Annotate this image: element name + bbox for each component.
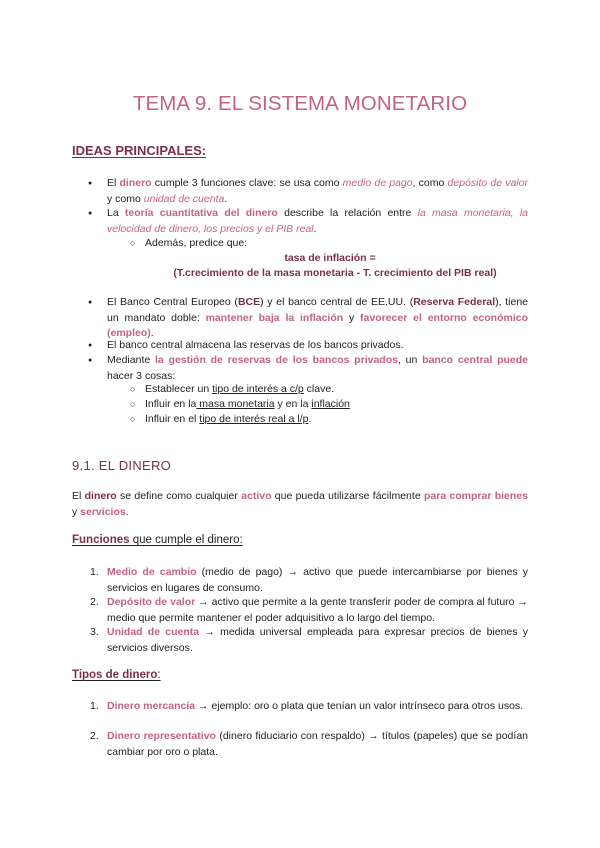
tipos-heading — [72, 669, 161, 681]
funcion-item-3 — [90, 625, 528, 656]
item-lead: Medio de cambio — [107, 566, 197, 578]
bullet-mandato — [107, 295, 528, 342]
text: ), tiene un mandato doble: — [107, 296, 529, 324]
bullet-mediante — [107, 353, 528, 384]
term-deposito-valor: depósito de valor — [447, 177, 528, 189]
text: y como — [107, 192, 144, 205]
funcion-item-1 — [90, 565, 529, 596]
text: Mediante — [107, 354, 155, 366]
term-bce: BCE — [237, 296, 261, 308]
section-heading-9-1: 9.1. EL DINERO — [72, 458, 172, 473]
item-number: 1. — [90, 566, 99, 578]
item-lead: Dinero mercancía — [107, 700, 196, 712]
term-dinero: dinero — [84, 490, 117, 502]
item-lead: Depósito de valor — [107, 596, 196, 608]
term-teoria: teoría cuantitativa del dinero — [124, 207, 278, 219]
term-favorecer: favorecer el entorno económico (empleo) — [107, 311, 529, 339]
bullet-almacena: ● El banco central almacena las reservas de los bancos privados. — [107, 338, 528, 354]
text: La — [107, 207, 125, 219]
formula — [0, 251, 600, 281]
heading-rest: : — [157, 669, 161, 681]
term-activo: activo — [241, 490, 272, 502]
item-text: → medida universal empleada para expresar precios de bienes y servicios diversos. — [107, 626, 528, 654]
item-number: 1. — [90, 700, 99, 712]
item-lead: Unidad de cuenta — [107, 626, 200, 638]
term-tipo-interes-lp: tipo de interés real a l/p — [199, 413, 309, 425]
ideas-heading: IDEAS PRINCIPALES: — [72, 143, 207, 158]
heading-rest: que cumple el dinero: — [129, 534, 243, 546]
item-text: (medio de pago) → activo que puede intercambiarse por bienes y servicios en lugares de consumo. — [107, 566, 529, 594]
text: hacer 3 cosas: — [107, 369, 176, 382]
term-gestion: la gestión de reservas de los bancos privados — [154, 354, 398, 366]
text: cumple 3 funciones clave: se usa como — [151, 177, 343, 189]
item-number: 2. — [90, 730, 99, 742]
term-inflacion: inflación — [311, 398, 350, 410]
page-title: TEMA 9. EL SISTEMA MONETARIO — [132, 92, 468, 115]
text: Influir en el — [145, 413, 200, 425]
term-servicios: servicios — [80, 505, 126, 518]
item-number: 3. — [90, 626, 99, 638]
term-banco-central: banco central puede — [422, 354, 528, 366]
text: El Banco Central Europeo ( — [107, 296, 238, 308]
definition-paragraph — [72, 489, 528, 520]
heading-lead: Funciones — [72, 534, 130, 546]
sub-establecer — [145, 382, 334, 398]
item-text: (dinero fiduciario con respaldo) → títulos (papeles) que se podían cambiar por oro o plata. — [107, 730, 528, 758]
text: El — [107, 177, 120, 189]
term-masa-monetaria: masa monetaria — [196, 398, 275, 410]
text: . — [150, 327, 154, 339]
term-reserva-federal: Reserva Federal — [413, 296, 496, 308]
text: que pueda utilizarse fácilmente — [271, 490, 424, 502]
term-dinero: dinero — [119, 177, 152, 189]
term-unidad-cuenta: unidad de cuenta — [143, 192, 225, 205]
formula-line-1: tasa de inflación = — [284, 252, 376, 264]
term-medio-pago: medio de pago — [342, 177, 413, 189]
text: El — [72, 490, 85, 502]
item-number: 2. — [90, 596, 99, 608]
tipo-item-1 — [90, 699, 528, 715]
term-para-comprar: para comprar bienes — [423, 490, 528, 502]
text: ) y el banco central de EE.UU. ( — [260, 296, 414, 308]
text: . — [125, 505, 129, 518]
text: clave. — [303, 383, 335, 395]
sub-influir-masa — [145, 397, 350, 413]
funciones-heading — [72, 534, 243, 546]
term-relacion: la masa monetaria, la velocidad de dinero, los precios y el PIB real — [107, 207, 528, 235]
text: , como — [412, 177, 448, 189]
item-lead: Dinero representativo — [107, 730, 216, 742]
term-tipo-interes-cp: tipo de interés a c/p — [212, 383, 304, 395]
text: . — [308, 413, 312, 425]
formula-line-2: (T.crecimiento de la masa monetaria - T. crecimiento del PIB real) — [173, 267, 497, 279]
text: Establecer un — [145, 383, 213, 395]
text: Influir en la — [145, 398, 197, 410]
text: se define como cualquier — [116, 490, 242, 502]
text: , un — [397, 354, 423, 366]
sub-predice: ○ Además, predice que: — [145, 236, 247, 252]
text: describe la relación entre — [277, 207, 418, 219]
sub-influir-tipo — [145, 412, 311, 428]
funcion-item-2 — [90, 595, 528, 626]
text: . — [224, 192, 228, 205]
text: y — [343, 311, 361, 324]
item-text: → ejemplo: oro o plata que tenían un valor intrínseco para otros usos. — [195, 700, 524, 712]
term-mantener: mantener baja la inflación — [205, 311, 344, 324]
bullet-teoria — [107, 206, 528, 237]
text: y — [72, 505, 81, 518]
item-text: → activo que permite a la gente transferir poder de compra al futuro → medio que permite mantener el poder adquisitivo a lo largo del tiempo. — [107, 596, 528, 624]
bullet-functions — [107, 176, 528, 207]
heading-lead: Tipos de dinero — [72, 669, 158, 681]
tipo-item-2 — [90, 729, 528, 760]
text: . — [313, 222, 317, 235]
text: y en la — [274, 398, 312, 410]
